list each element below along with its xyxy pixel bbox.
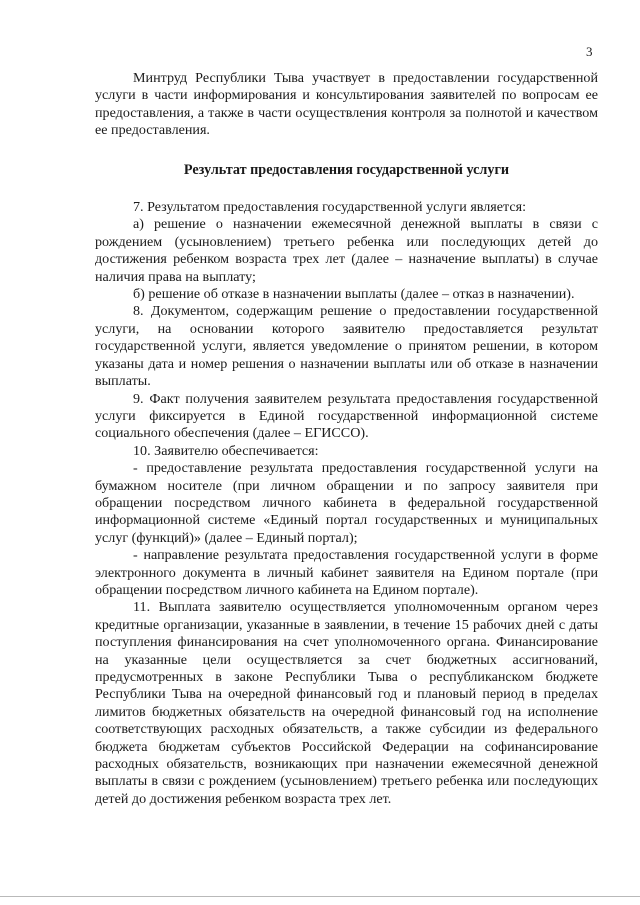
paragraph-7: 7. Результатом предоставления государственной услуги является: bbox=[133, 199, 527, 216]
paragraph-7b: б) решение об отказе в назначении выплаты (далее – отказ в назначении). bbox=[133, 286, 575, 303]
paragraph-10-item-2: - направление результата предоставления государственной услуги в форме электронного документа в личный кабинет заявителя на Едином портале (при обращении посредством личного кабинета на Едином портале). bbox=[95, 547, 598, 598]
section-title: Результат предоставления государственной услуги bbox=[183, 161, 510, 178]
intro-paragraph: Минтруд Республики Тыва участвует в предоставлении государственной услуги в части информирования и консультирования заявителей по вопросам ее предоставления, а также в части осуществления контроля за полнотой и качеством ее предоставления. bbox=[95, 70, 598, 139]
paragraph-7a: а) решение о назначении ежемесячной денежной выплаты в связи с рождением (усыновлением) третьего ребенка или последующих детей до достижения ребенком возраста трех лет (далее – назначение выплаты) в случае наличия права на выплату; bbox=[95, 216, 598, 285]
document-body bbox=[95, 70, 598, 808]
paragraph-8: 8. Документом, содержащим решение о предоставлении государственной услуги, на основании которого заявителю предоставляется результат государственной услуги, является уведомление о принятом решении, в котором указаны дата и номер решения о назначении выплаты или об отказе в назначении выплаты. bbox=[95, 303, 598, 390]
page-number: 3 bbox=[586, 44, 593, 59]
paragraph-10-item-1: - предоставление результата предоставления государственной услуги на бумажном носителе (при личном обращении и по запросу заявителя при обращении посредством личного кабинета в федеральной государственной информационной системе «Единый портал государственных и муниципальных услуг (функций)» (далее – Единый портал); bbox=[95, 460, 598, 546]
paragraph-10: 10. Заявителю обеспечивается: bbox=[133, 442, 319, 459]
paragraph-11: 11. Выплата заявителю осуществляется уполномоченным органом через кредитные организации, указанные в заявлении, в течение 15 рабочих дней с даты поступления финансирования на счет уполномоченного органа. Финансирование на указанные цели осуществляется за счет бюджетных ассигнований, предусмотренных в законе Республики Тыва о республиканском бюджете Республики Тыва на очередной финансовый год и плановый период в пределах лимитов бюджетных обязательств на очередной финансовый год на исполнение соответствующих расходных обязательств, а также субсидии из федерального бюджета бюджетам субъектов Российской Федерации на софинансирование расходных обязательств, возникающих при назначении ежемесячной денежной выплаты в связи с рождением (усыновлением) третьего ребенка или последующих детей до достижения ребенком возраста трех лет. bbox=[95, 599, 598, 807]
page-bottom-edge bbox=[0, 896, 640, 897]
paragraph-9: 9. Факт получения заявителем результата предоставления государственной услуги фиксируется в Единой государственной информационной системе социального обеспечения (далее – ЕГИССО). bbox=[95, 390, 598, 442]
